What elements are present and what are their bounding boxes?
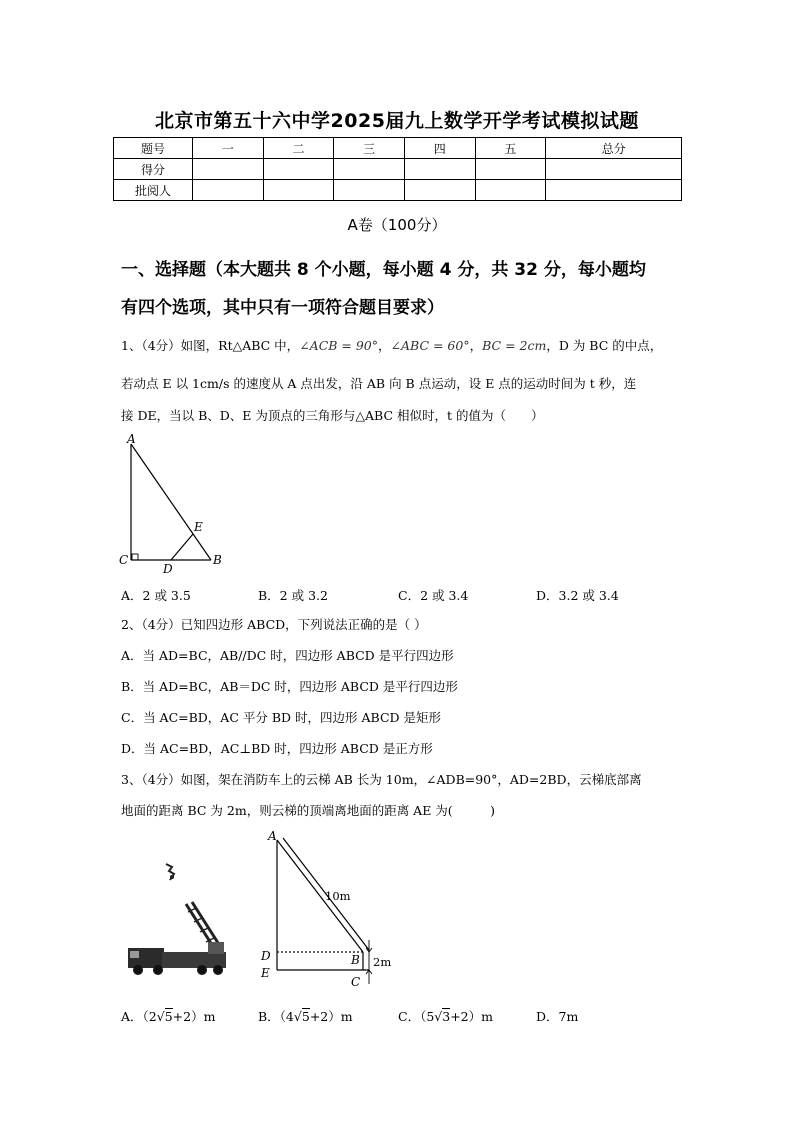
q1-option-b[interactable]: B．2 或 3.2 xyxy=(258,588,328,603)
table-cell: 题号 xyxy=(114,138,193,159)
fire-truck-illustration xyxy=(122,852,237,982)
truck-body-icon xyxy=(128,942,226,975)
label-a: A xyxy=(268,829,277,843)
q1-option-a[interactable]: A．2 或 3.5 xyxy=(121,588,191,603)
q3-option-a[interactable] xyxy=(121,1007,215,1025)
q1-math-angle-acb: ∠ACB = 90° xyxy=(299,338,379,353)
table-cell xyxy=(475,180,546,201)
sqrt-icon: √ xyxy=(156,1009,165,1024)
q2-option-d[interactable]: D．当 AC=BD，AC⊥BD 时，四边形 ABCD 是正方形 xyxy=(121,741,433,756)
option-suffix: +2）m xyxy=(172,1009,216,1024)
table-row xyxy=(114,159,682,180)
q1-sep: ， xyxy=(378,338,391,353)
sqrt-icon: √ xyxy=(293,1009,302,1024)
radicand: 5 xyxy=(301,1009,310,1024)
q2-option-a[interactable]: A．当 AD=BC，AB//DC 时，四边形 ABCD 是平行四边形 xyxy=(121,648,454,663)
q3-option-c[interactable] xyxy=(398,1007,493,1025)
option-suffix: +2）m xyxy=(450,1009,493,1024)
option-prefix: C．（5 xyxy=(398,1009,435,1024)
page-title: 北京市第五十六中学2025届九上数学开学考试模拟试题 xyxy=(155,110,639,132)
table-row xyxy=(114,138,682,159)
label-b: B xyxy=(213,553,222,567)
table-cell xyxy=(546,159,682,180)
q3-option-d[interactable] xyxy=(536,1007,578,1025)
table-cell: 三 xyxy=(334,138,405,159)
q1-option-d[interactable]: D．3.2 或 3.4 xyxy=(536,588,619,603)
table-cell xyxy=(404,159,475,180)
ladder-icon xyxy=(186,902,220,948)
section-heading-line1: 一、选择题（本大题共 8 个小题，每小题 4 分，共 32 分，每小题均 xyxy=(121,260,646,280)
q1-math-angle-abc: ∠ABC = 60° xyxy=(390,338,470,353)
q1-line3: 接 DE，当以 B、D、E 为顶点的三角形与△ABC 相似时，t 的值为（ ） xyxy=(121,408,544,423)
table-cell: 一 xyxy=(193,138,264,159)
side-ab xyxy=(131,444,211,560)
radicand: 5 xyxy=(164,1009,173,1024)
q1-prefix: 1、（4分）如图，Rt△ABC 中， xyxy=(121,338,300,353)
table-cell xyxy=(546,180,682,201)
table-cell xyxy=(475,159,546,180)
q1-sep: ， xyxy=(469,338,483,353)
table-cell: 总分 xyxy=(546,138,682,159)
option-prefix: B．（4 xyxy=(258,1009,294,1024)
label-c: C xyxy=(351,975,361,988)
table-cell: 得分 xyxy=(114,159,193,180)
q1-line1 xyxy=(121,338,681,354)
label-length-bc: 2m xyxy=(373,955,392,969)
q3-ladder-diagram xyxy=(255,828,400,988)
option-suffix: +2）m xyxy=(309,1009,353,1024)
label-b: B xyxy=(351,953,360,967)
table-row xyxy=(114,180,682,201)
q3-line2: 地面的距离 BC 为 2m，则云梯的顶端离地面的距离 AE 为( ) xyxy=(121,803,496,818)
bird-icon xyxy=(166,864,174,880)
table-cell xyxy=(193,159,264,180)
label-d: D xyxy=(163,562,173,575)
q1-line2: 若动点 E 以 1cm/s 的速度从 A 点出发，沿 AB 向 B 点运动，设 E 点的运动时间为 t 秒，连 xyxy=(121,376,637,391)
table-cell xyxy=(404,180,475,201)
q1-suffix: ，D 为 BC 的中点， xyxy=(546,338,663,353)
q1-option-c[interactable]: C．2 或 3.4 xyxy=(398,588,469,603)
table-cell xyxy=(193,180,264,201)
label-d: D xyxy=(261,949,271,963)
section-a-label: A卷（100分） xyxy=(347,216,447,234)
label-e: E xyxy=(261,966,270,980)
score-table xyxy=(113,137,682,201)
label-e: E xyxy=(194,520,203,534)
q2-option-b[interactable]: B．当 AD=BC，AB＝DC 时，四边形 ABCD 是平行四边形 xyxy=(121,679,458,694)
table-cell: 四 xyxy=(404,138,475,159)
q3-option-b[interactable] xyxy=(258,1007,353,1025)
option-prefix: D．7m xyxy=(536,1009,579,1024)
table-cell xyxy=(334,159,405,180)
segment-de xyxy=(171,534,193,560)
label-length-ab: 10m xyxy=(325,889,351,903)
q2-stem: 2、（4分）已知四边形 ABCD，下列说法正确的是（ ） xyxy=(121,617,427,632)
table-cell xyxy=(263,159,334,180)
sqrt-icon: √ xyxy=(434,1009,443,1024)
section-heading-line2: 有四个选项，其中只有一项符合题目要求） xyxy=(121,298,444,318)
q3-line1: 3、（4分）如图，架在消防车上的云梯 AB 长为 10m，∠ADB=90°，AD=2BD，云梯底部离 xyxy=(121,772,642,787)
label-c: C xyxy=(119,553,129,567)
radicand: 3 xyxy=(442,1009,451,1024)
right-angle-mark xyxy=(132,554,138,560)
q1-triangle-figure xyxy=(115,430,230,575)
table-cell: 批阅人 xyxy=(114,180,193,201)
q2-option-c[interactable]: C．当 AC=BD，AC 平分 BD 时，四边形 ABCD 是矩形 xyxy=(121,710,442,725)
table-cell: 二 xyxy=(263,138,334,159)
table-cell xyxy=(263,180,334,201)
label-a: A xyxy=(127,432,136,446)
table-cell: 五 xyxy=(475,138,546,159)
table-cell xyxy=(334,180,405,201)
q1-math-bc: BC = 2cm xyxy=(482,338,547,353)
option-prefix: A．（2 xyxy=(121,1009,157,1024)
